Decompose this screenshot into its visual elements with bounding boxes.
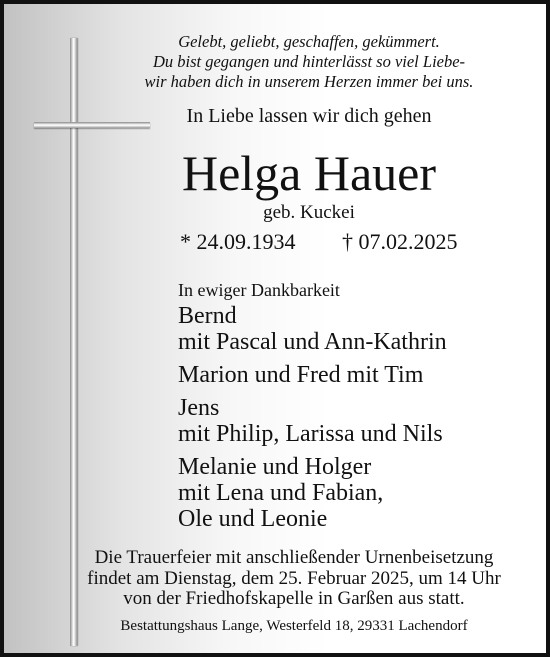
notice-line: von der Friedhofskapelle in Garßen aus statt. bbox=[123, 588, 465, 609]
intro-text: In Liebe lassen wir dich gehen bbox=[186, 105, 432, 127]
death-date: † 07.02.2025 bbox=[342, 229, 458, 254]
family-line: Jens bbox=[178, 395, 220, 421]
birth-name: geb. Kuckei bbox=[263, 202, 355, 223]
poem-line: Du bist gegangen und hinterlässt so viel Liebe- bbox=[152, 52, 466, 71]
notice-line: Die Trauerfeier mit anschließender Urnenbeisetzung bbox=[94, 547, 494, 568]
thanks-line: In ewiger Dankbarkeit bbox=[178, 280, 340, 300]
family-group bbox=[178, 454, 447, 532]
family-line: Ole und Leonie bbox=[178, 506, 328, 532]
family-line: Melanie und Holger bbox=[178, 454, 372, 480]
family-line: mit Pascal und Ann-Kathrin bbox=[178, 329, 447, 355]
family-list bbox=[178, 279, 447, 539]
family-group bbox=[178, 362, 447, 388]
deceased-name: Helga Hauer bbox=[181, 145, 437, 201]
family-line: Marion und Fred mit Tim bbox=[178, 362, 424, 388]
poem bbox=[104, 32, 514, 92]
family-line: mit Lena und Fabian, bbox=[178, 480, 384, 506]
poem-line: Gelebt, geliebt, geschaffen, gekümmert. bbox=[178, 32, 440, 51]
funeral-notice bbox=[34, 548, 550, 610]
birth-date: * 24.09.1934 bbox=[180, 229, 296, 254]
dates bbox=[180, 229, 458, 255]
family-line: Bernd bbox=[178, 303, 237, 329]
notice-line: findet am Dienstag, dem 25. Februar 2025, um 14 Uhr bbox=[87, 567, 501, 589]
poem-line: wir haben dich in unserem Herzen immer bei uns. bbox=[144, 72, 474, 91]
family-group bbox=[178, 303, 447, 355]
family-group bbox=[178, 395, 447, 447]
family-line: mit Philip, Larissa und Nils bbox=[178, 421, 443, 447]
undertaker-line: Bestattungshaus Lange, Westerfeld 18, 29331 Lachendorf bbox=[120, 618, 468, 634]
